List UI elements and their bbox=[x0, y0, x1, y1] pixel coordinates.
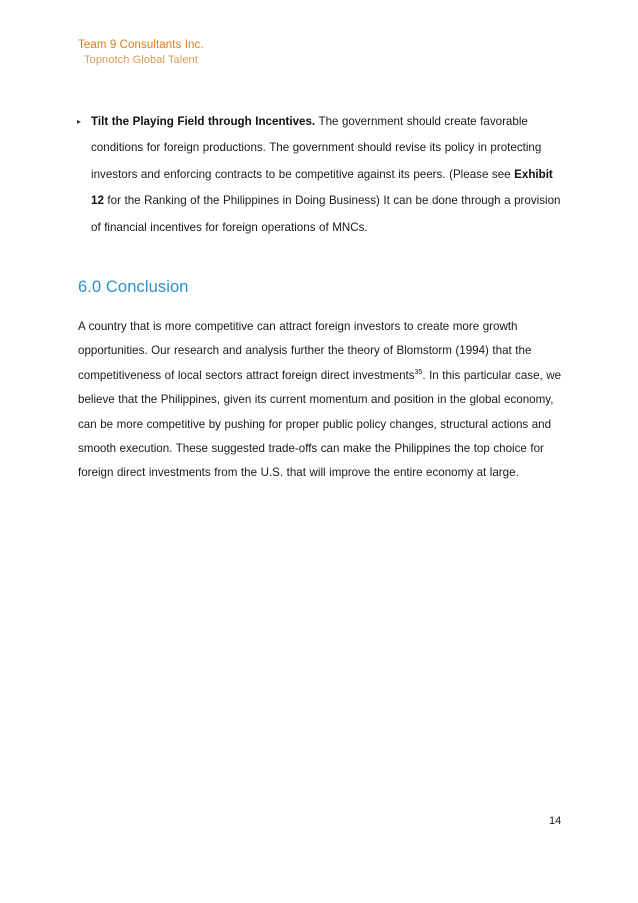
bullet-arrow-icon: ▸ bbox=[77, 117, 82, 126]
bullet-text-part2: for the Ranking of the Philippines in Doing Business) It can be done through a provision of financial incentives for foreign operations of MNCs. bbox=[91, 194, 561, 234]
incentives-bullet bbox=[77, 109, 567, 241]
conclusion-paragraph bbox=[78, 315, 568, 486]
conclusion-text-part1: A country that is more competitive can attract foreign investors to create more growth opportunities. Our research and analysis further the theory of Blomstorm (1994) that the competitiveness of local sectors attract foreign direct investments bbox=[78, 320, 532, 382]
conclusion-text-part2: . In this particular case, we believe that the Philippines, given its current momentum and position in the global economy, can be more competitive by pushing for proper public policy changes, structural actions and smooth execution. These suggested trade-offs can make the Philippines the top choice for foreign direct investments from the U.S. that will improve the entire economy at large. bbox=[78, 368, 562, 480]
company-name: Team 9 Consultants Inc. bbox=[78, 39, 204, 51]
company-tagline: Topnotch Global Talent bbox=[84, 54, 198, 66]
bullet-bold-lead: Tilt the Playing Field through Incentives. bbox=[91, 115, 316, 128]
bullet-text-part1: The government should create favorable conditions for foreign productions. The government should revise its policy in protecting investors and enforcing contracts to be competitive against its peers. (Please see bbox=[91, 115, 542, 181]
document-header bbox=[78, 38, 204, 68]
exhibit-reference: Exhibit 12 bbox=[91, 167, 553, 208]
bullet-paragraph bbox=[91, 109, 567, 241]
footnote-reference: 35 bbox=[414, 368, 423, 376]
page-number: 14 bbox=[549, 815, 562, 827]
bullet-item bbox=[77, 109, 567, 241]
conclusion-heading: 6.0 Conclusion bbox=[78, 278, 189, 296]
